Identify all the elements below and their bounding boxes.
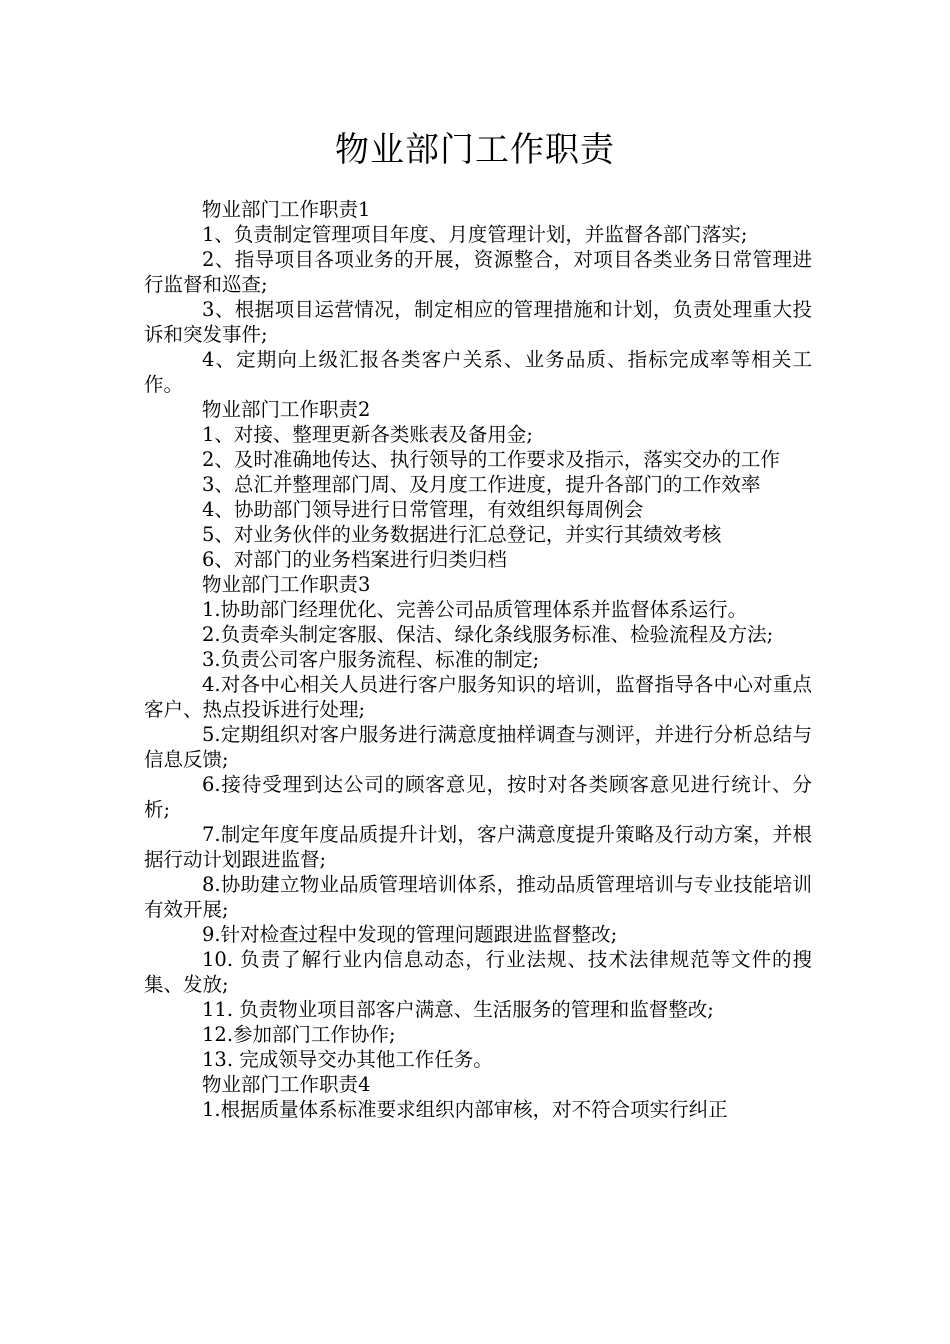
section-item: 10. 负责了解行业内信息动态，行业法规、技术法律规范等文件的搜集、发放; [144, 948, 812, 996]
section-heading: 物业部门工作职责3 [202, 573, 371, 596]
section-heading: 物业部门工作职责2 [202, 398, 371, 421]
section-item: 4.对各中心相关人员进行客户服务知识的培训，监督指导各中心对重点客户、热点投诉进行处理; [144, 673, 812, 721]
section-item: 6、对部门的业务档案进行归类归档 [202, 548, 507, 571]
section-item: 1、负责制定管理项目年度、月度管理计划，并监督各部门落实; [202, 223, 748, 246]
section-item: 9.针对检查过程中发现的管理问题跟进监督整改; [202, 923, 618, 946]
section-item: 5、对业务伙伴的业务数据进行汇总登记，并实行其绩效考核 [202, 523, 722, 546]
document-body [144, 197, 812, 1122]
section-item: 7.制定年度年度品质提升计划，客户满意度提升策略及行动方案，并根据行动计划跟进监督; [144, 823, 812, 871]
section-item: 4、定期向上级汇报各类客户关系、业务品质、指标完成率等相关工作。 [144, 348, 812, 396]
section-item: 2、及时准确地传达、执行领导的工作要求及指示，落实交办的工作 [202, 448, 780, 471]
document-title: 物业部门工作职责 [335, 130, 615, 170]
section-item: 2.负责牵头制定客服、保洁、绿化条线服务标准、检验流程及方法; [202, 623, 774, 646]
section-item: 4、协助部门领导进行日常管理，有效组织每周例会 [202, 498, 644, 521]
section-item: 2、指导项目各项业务的开展，资源整合，对项目各类业务日常管理进行监督和巡查; [144, 248, 812, 296]
section-heading: 物业部门工作职责1 [202, 198, 371, 221]
section-item: 5.定期组织对客户服务进行满意度抽样调查与测评，并进行分析总结与信息反馈; [144, 723, 812, 771]
section-item: 3、根据项目运营情况，制定相应的管理措施和计划，负责处理重大投诉和突发事件; [144, 298, 812, 346]
section-item: 3、总汇并整理部门周、及月度工作进度，提升各部门的工作效率 [202, 473, 761, 496]
section-item: 6.接待受理到达公司的顾客意见，按时对各类顾客意见进行统计、分析; [144, 773, 812, 821]
section-item: 3.负责公司客户服务流程、标准的制定; [202, 648, 540, 671]
section-item: 1、对接、整理更新各类账表及备用金; [202, 423, 533, 446]
section-item: 1.协助部门经理优化、完善公司品质管理体系并监督体系运行。 [202, 598, 748, 621]
section-heading: 物业部门工作职责4 [202, 1073, 371, 1096]
section-item: 8.协助建立物业品质管理培训体系，推动品质管理培训与专业技能培训有效开展; [144, 873, 812, 921]
section-item: 12.参加部门工作协作; [202, 1023, 396, 1046]
section-item: 11. 负责物业项目部客户满意、生活服务的管理和监督整改; [202, 998, 714, 1021]
section-item: 13. 完成领导交办其他工作任务。 [202, 1048, 493, 1071]
section-item: 1.根据质量体系标准要求组织内部审核，对不符合项实行纠正 [202, 1098, 728, 1121]
